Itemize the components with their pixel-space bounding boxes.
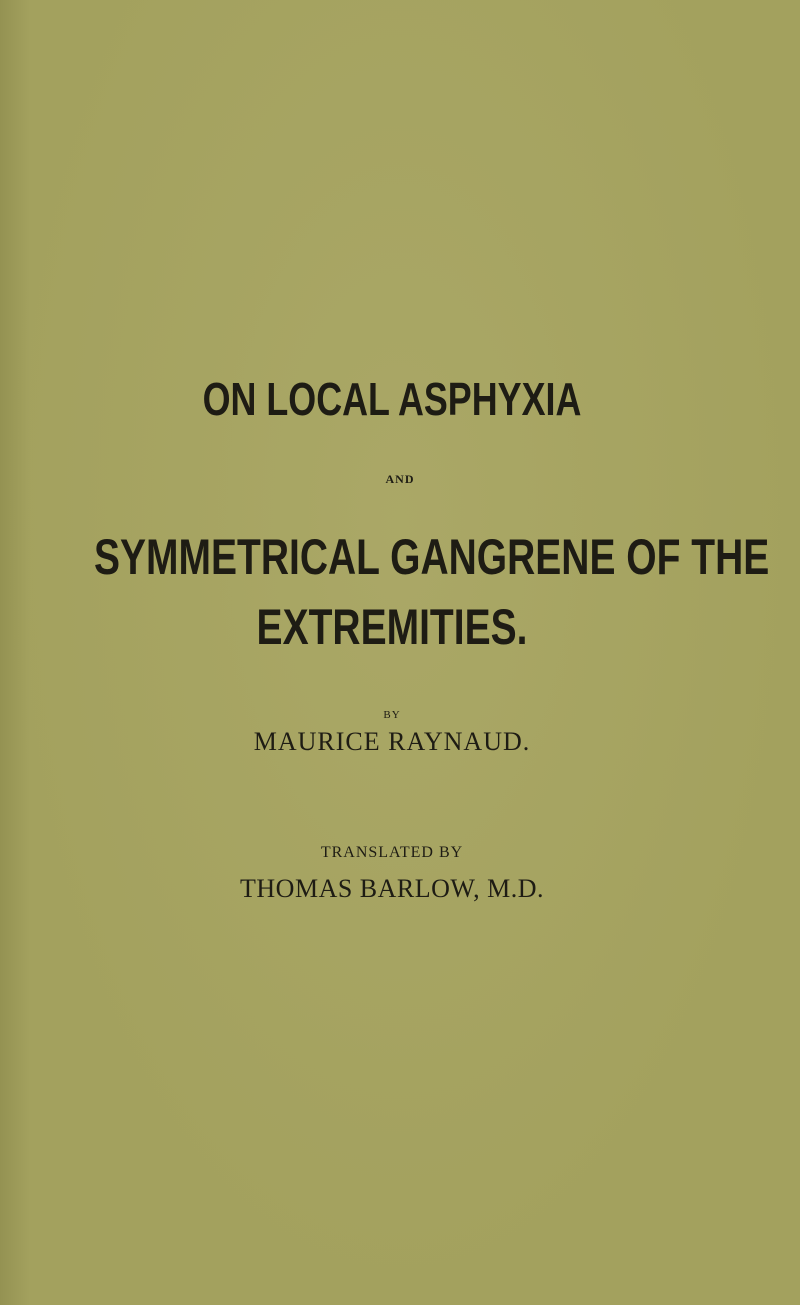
by-label: BY <box>383 709 401 721</box>
title-line-2: SYMMETRICAL GANGRENE OF THE <box>94 529 770 585</box>
author-name: MAURICE RAYNAUD. <box>253 727 531 756</box>
translated-by-label: TRANSLATED BY <box>320 844 464 861</box>
title-line-3: EXTREMITIES. <box>256 599 528 655</box>
title-line-1: ON LOCAL ASPHYXIA <box>202 373 582 425</box>
conjunction-and: AND <box>385 472 415 486</box>
translator-name: THOMAS BARLOW, M.D. <box>240 874 544 903</box>
